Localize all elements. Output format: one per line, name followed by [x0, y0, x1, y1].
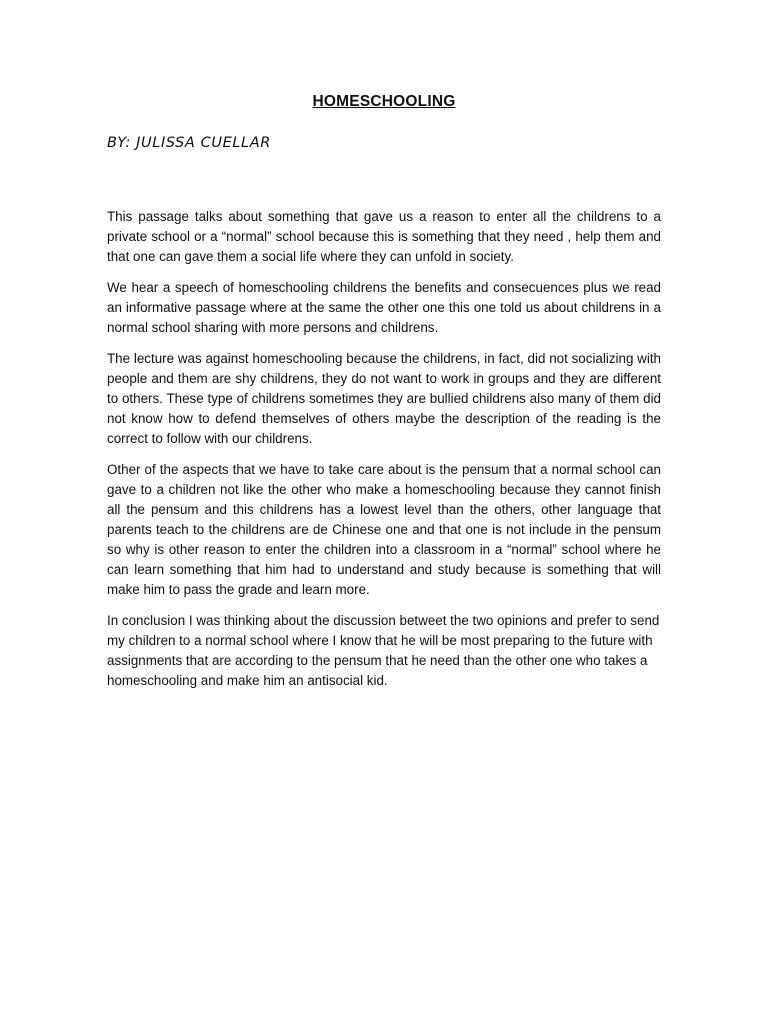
author-byline: BY: JULISSA CUELLAR: [107, 135, 271, 151]
paragraph-pensum: Other of the aspects that we have to take care about is the pensum that a normal school can gave to a children not like the other who make a homeschooling because they cannot finish all the pensum and this childrens has a lowest level than the others, other language that parents teach to the childrens are de Chinese one and that one is not include in the pensum so why is other reason to enter the children into a classroom in a “normal” school where he can learn something that him had to understand and study because is something that will make him to pass the grade and learn more.: [107, 462, 661, 597]
document-body: [107, 207, 661, 702]
paragraph-conclusion: In conclusion I was thinking about the discussion betweet the two opinions and prefer to send my children to a normal school where I know that he will be most preparing to the future with assignments that are according to the pensum that he need than the other one who takes a homeschooling and make him an antisocial kid.: [107, 613, 660, 688]
paragraph-lecture: The lecture was against homeschooling because the childrens, in fact, did not socializing with people and them are shy childrens, they do not want to work in groups and they are different to others. These type of childrens sometimes they are bullied childrens also many of them did not know how to defend themselves of others maybe the description of the reading is the correct to follow with our childrens.: [107, 351, 661, 446]
document-title: HOMESCHOOLING: [312, 93, 456, 110]
paragraph-intro: This passage talks about something that gave us a reason to enter all the childrens to a private school or a “normal” school because this is something that they need , help them and that one can gave them a social life where they can unfold in society.: [107, 209, 661, 264]
paragraph-speech: We hear a speech of homeschooling childrens the benefits and consecuences plus we read an informative passage where at the same the other one this one told us about childrens in a normal school sharing with more persons and childrens.: [107, 280, 661, 335]
